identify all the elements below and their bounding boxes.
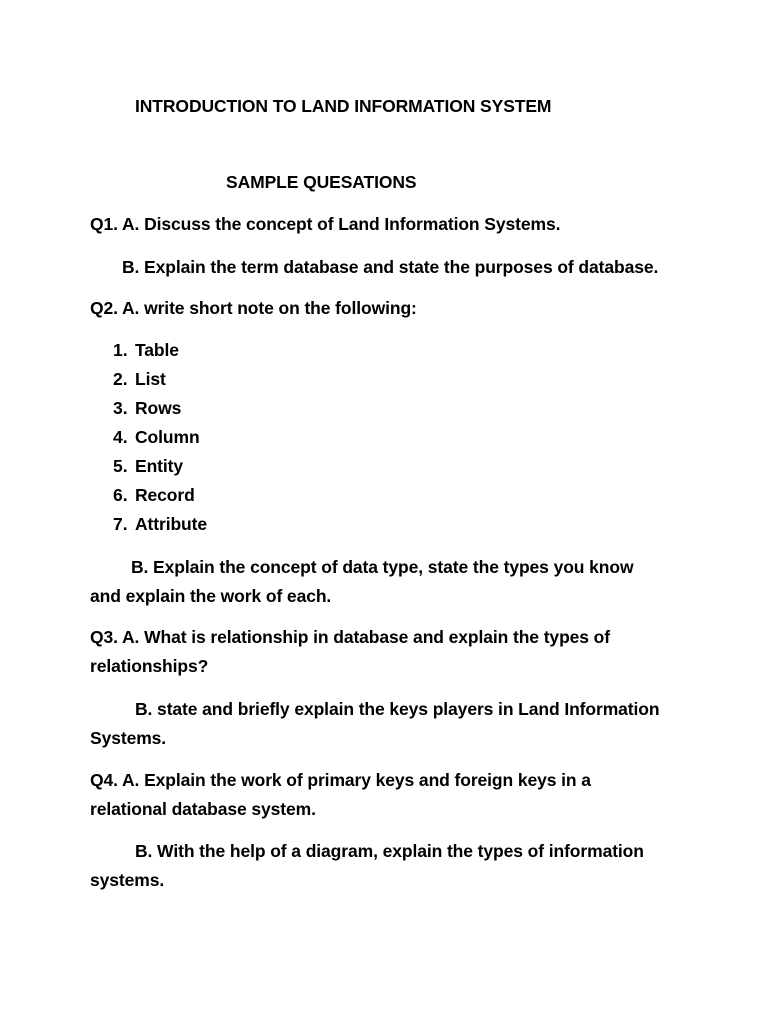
list-item-number: 2.	[113, 369, 128, 389]
document-title: INTRODUCTION TO LAND INFORMATION SYSTEM	[135, 96, 552, 116]
list-item-number: 5.	[113, 456, 128, 476]
q2-part-a: Q2. A. write short note on the following:	[90, 298, 417, 318]
list-item: Column	[135, 427, 200, 447]
document-subtitle: SAMPLE QUESATIONS	[226, 172, 417, 192]
list-item: Table	[135, 340, 179, 360]
q4-part-a-line1: Q4. A. Explain the work of primary keys and foreign keys in a	[90, 770, 591, 790]
list-item: Rows	[135, 398, 182, 418]
list-item-number: 7.	[113, 514, 128, 534]
q1-part-b: B. Explain the term database and state the purposes of database.	[122, 257, 659, 277]
q1-part-a: Q1. A. Discuss the concept of Land Information Systems.	[90, 214, 561, 234]
list-item: Entity	[135, 456, 184, 476]
q3-part-a-line2: relationships?	[90, 656, 209, 676]
q4-part-b-line1: B. With the help of a diagram, explain the types of information	[135, 841, 644, 861]
q4-part-a-line2: relational database system.	[90, 799, 316, 819]
list-item: List	[135, 369, 166, 389]
list-item-number: 1.	[113, 340, 128, 360]
q3-part-a-line1: Q3. A. What is relationship in database and explain the types of	[90, 627, 611, 647]
q3-part-b-line1: B. state and briefly explain the keys players in Land Information	[135, 699, 660, 719]
q3-part-b-line2: Systems.	[90, 728, 167, 748]
q4-part-b-line2: systems.	[90, 870, 165, 890]
list-item: Attribute	[135, 514, 208, 534]
list-item: Record	[135, 485, 195, 505]
q2-part-b-line1: B. Explain the concept of data type, state the types you know	[131, 557, 634, 577]
list-item-number: 4.	[113, 427, 128, 447]
list-item-number: 3.	[113, 398, 128, 418]
list-item-number: 6.	[113, 485, 128, 505]
q2-part-b-line2: and explain the work of each.	[90, 586, 332, 606]
